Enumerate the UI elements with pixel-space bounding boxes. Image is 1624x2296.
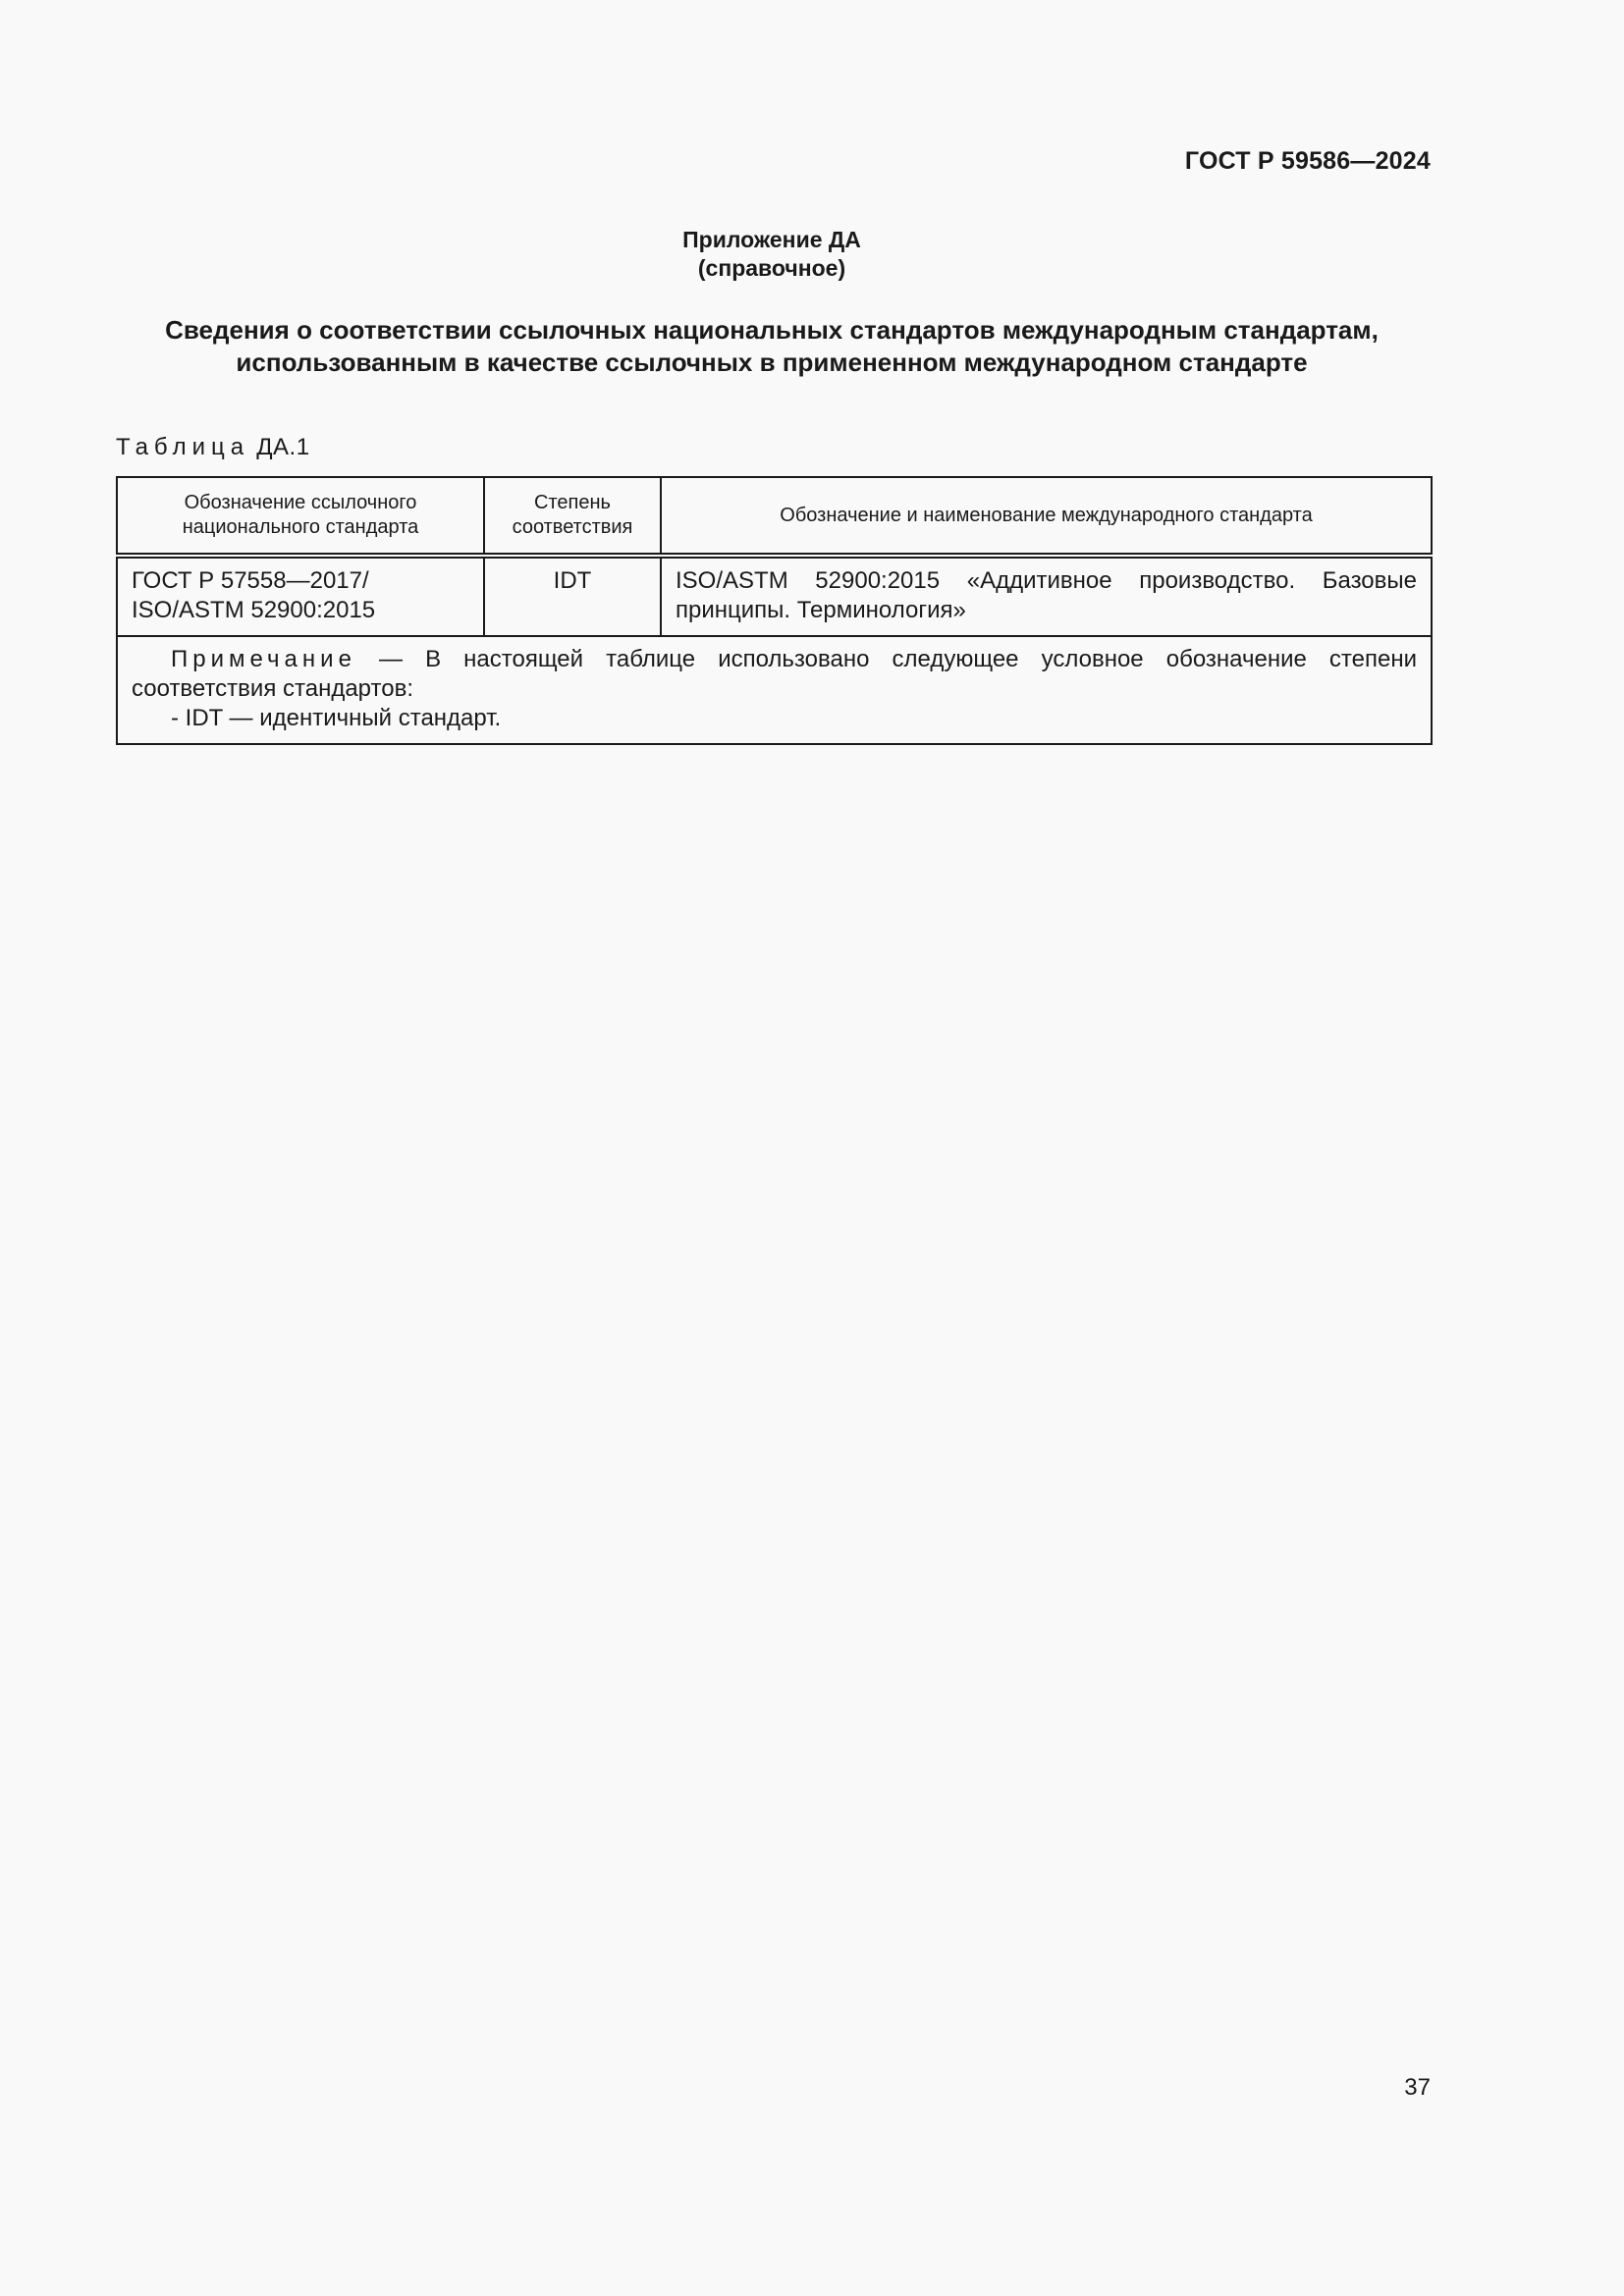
cell-national-standard: ГОСТ Р 57558—2017/ ISO/ASTM 52900:2015 bbox=[117, 556, 484, 636]
appendix-title: Приложение ДА bbox=[682, 227, 861, 252]
page-number: 37 bbox=[1404, 2074, 1431, 2101]
section-title bbox=[79, 314, 1465, 379]
note-label: Примечание bbox=[171, 646, 356, 672]
section-title-line-2: использованным в качестве ссылочных в примененном международном стандарте bbox=[236, 347, 1308, 377]
table-caption bbox=[116, 434, 310, 461]
table-caption-word: Таблица bbox=[116, 434, 250, 460]
table-note-row bbox=[117, 636, 1432, 744]
cell-degree: IDT bbox=[484, 556, 661, 636]
appendix-heading bbox=[0, 226, 1543, 283]
table-header-row bbox=[117, 477, 1432, 556]
cell-international-standard: ISO/ASTM 52900:2015 «Аддитивное производство. Базовые принципы. Терминология» bbox=[661, 556, 1432, 636]
column-header-national-standard: Обозначение ссылочного национального стандарта bbox=[117, 477, 484, 556]
note-item: - IDT — идентичный стандарт. bbox=[171, 705, 502, 731]
table-row bbox=[117, 556, 1432, 636]
appendix-subtitle: (справочное) bbox=[697, 255, 846, 281]
table-note bbox=[117, 636, 1432, 744]
column-header-degree: Степень соответствия bbox=[484, 477, 661, 556]
table-caption-number: ДА.1 bbox=[256, 434, 310, 460]
note-text: — В настоящей таблице использовано следующее условное обозначение степени соответствия стандартов: bbox=[132, 646, 1417, 702]
column-header-international-standard: Обозначение и наименование международного стандарта bbox=[661, 477, 1432, 556]
standards-correspondence-table bbox=[116, 476, 1433, 745]
document-code: ГОСТ Р 59586—2024 bbox=[1184, 147, 1431, 175]
section-title-line-1: Сведения о соответствии ссылочных национальных стандартов международным стандартам, bbox=[165, 315, 1379, 345]
